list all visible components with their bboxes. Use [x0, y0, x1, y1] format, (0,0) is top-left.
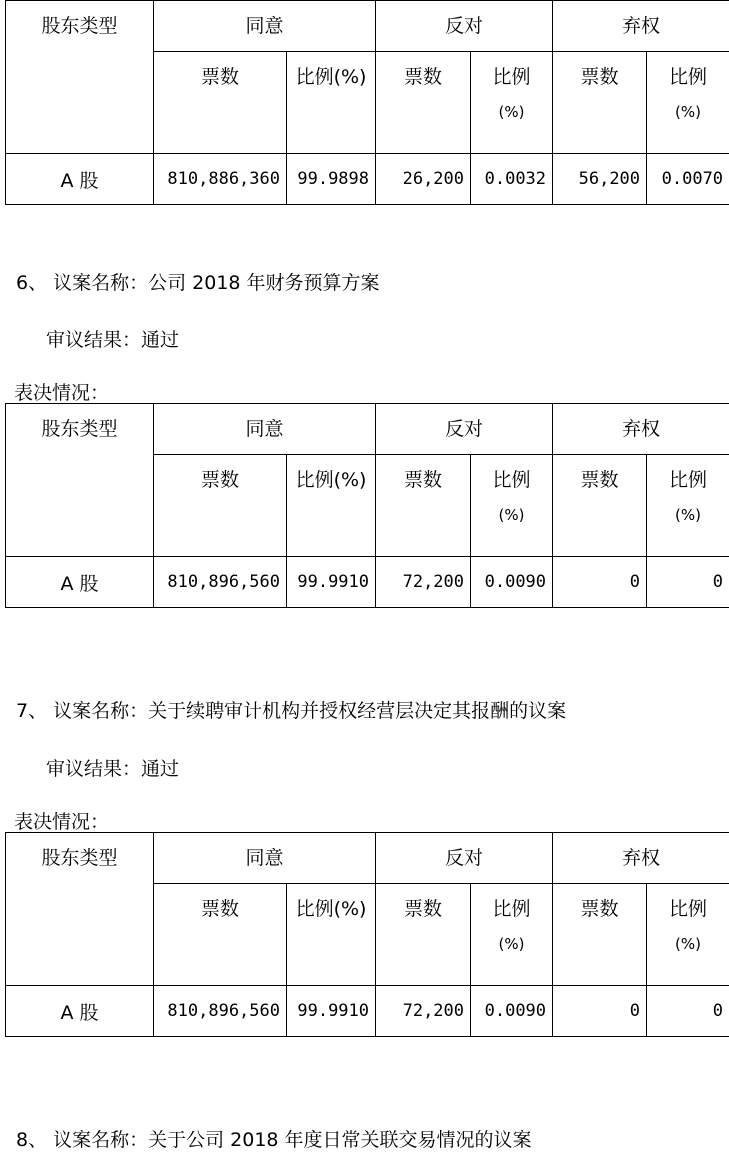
share-type-cell: A 股 — [6, 154, 154, 205]
agree-ratio-header: 比例(%) — [287, 52, 376, 154]
abstain-ratio-cell: 0.0070 — [647, 154, 729, 205]
abstain-header: 弃权 — [553, 404, 729, 455]
agree-ratio-cell: 99.9910 — [287, 986, 376, 1037]
agree-votes-header: 票数 — [154, 884, 287, 986]
abstain-header: 弃权 — [553, 1, 729, 52]
shareholder-type-header: 股东类型 — [6, 404, 154, 557]
agree-votes-header: 票数 — [154, 52, 287, 154]
oppose-ratio-cell: 0.0090 — [471, 557, 553, 608]
agree-votes-cell: 810,896,560 — [154, 557, 287, 608]
motion-7-vote-label: 表决情况： — [14, 811, 110, 833]
abstain-ratio-header: 比例 (%) — [647, 52, 729, 154]
abstain-votes-cell: 0 — [553, 557, 647, 608]
abstain-votes-cell: 0 — [553, 986, 647, 1037]
abstain-header: 弃权 — [553, 833, 729, 884]
agree-header: 同意 — [154, 404, 376, 455]
shareholder-type-header: 股东类型 — [6, 833, 154, 986]
agree-ratio-cell: 99.9898 — [287, 154, 376, 205]
table-row — [6, 154, 729, 205]
motion-7-result: 审议结果：通过 — [46, 758, 180, 780]
agree-votes-header: 票数 — [154, 455, 287, 557]
shareholder-type-header: 股东类型 — [6, 1, 154, 154]
oppose-header: 反对 — [376, 1, 553, 52]
abstain-ratio-cell: 0 — [647, 557, 729, 608]
motion-6-vote-label: 表决情况： — [14, 382, 110, 404]
vote-table-2 — [5, 403, 729, 608]
oppose-votes-header: 票数 — [376, 52, 471, 154]
vote-table-3 — [5, 832, 729, 1037]
table-row — [6, 986, 729, 1037]
agree-ratio-header: 比例(%) — [287, 884, 376, 986]
oppose-votes-header: 票数 — [376, 884, 471, 986]
oppose-votes-header: 票数 — [376, 455, 471, 557]
agree-ratio-header: 比例(%) — [287, 455, 376, 557]
agree-header: 同意 — [154, 1, 376, 52]
oppose-ratio-header: 比例 (%) — [471, 52, 553, 154]
oppose-header: 反对 — [376, 404, 553, 455]
abstain-ratio-header: 比例 (%) — [647, 884, 729, 986]
agree-ratio-cell: 99.9910 — [287, 557, 376, 608]
vote-table-1 — [5, 0, 729, 205]
abstain-votes-cell: 56,200 — [553, 154, 647, 205]
motion-8-title: 8、 议案名称：关于公司 2018 年度日常关联交易情况的议案 — [16, 1129, 532, 1151]
motion-7-title: 7、 议案名称：关于续聘审计机构并授权经营层决定其报酬的议案 — [16, 700, 567, 722]
share-type-cell: A 股 — [6, 557, 154, 608]
abstain-ratio-header: 比例 (%) — [647, 455, 729, 557]
agree-votes-cell: 810,896,560 — [154, 986, 287, 1037]
abstain-votes-header: 票数 — [553, 884, 647, 986]
motion-6-result: 审议结果：通过 — [46, 329, 180, 351]
oppose-ratio-cell: 0.0090 — [471, 986, 553, 1037]
oppose-ratio-cell: 0.0032 — [471, 154, 553, 205]
oppose-ratio-header: 比例 (%) — [471, 884, 553, 986]
abstain-ratio-cell: 0 — [647, 986, 729, 1037]
agree-header: 同意 — [154, 833, 376, 884]
share-type-cell: A 股 — [6, 986, 154, 1037]
table-row — [6, 557, 729, 608]
agree-votes-cell: 810,886,360 — [154, 154, 287, 205]
oppose-ratio-header: 比例 (%) — [471, 455, 553, 557]
oppose-votes-cell: 72,200 — [376, 557, 471, 608]
abstain-votes-header: 票数 — [553, 52, 647, 154]
motion-6-title: 6、 议案名称：公司 2018 年财务预算方案 — [16, 272, 380, 294]
oppose-header: 反对 — [376, 833, 553, 884]
oppose-votes-cell: 72,200 — [376, 986, 471, 1037]
oppose-votes-cell: 26,200 — [376, 154, 471, 205]
abstain-votes-header: 票数 — [553, 455, 647, 557]
